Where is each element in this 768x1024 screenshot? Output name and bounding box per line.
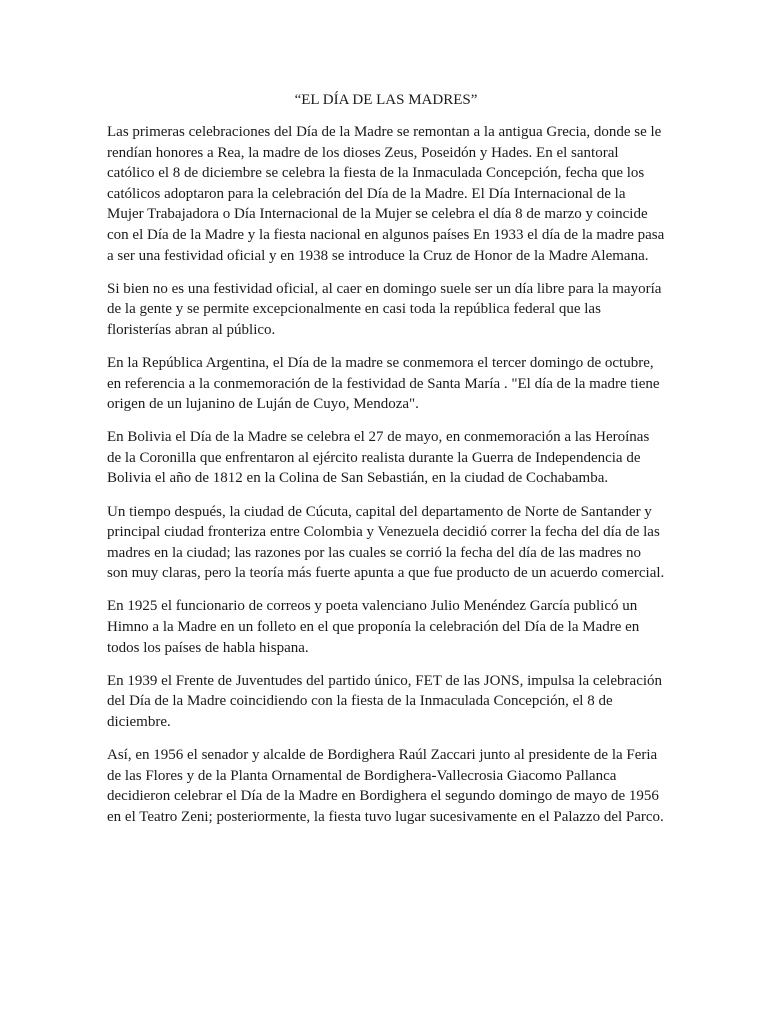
document-page: [107, 90, 665, 840]
paragraph-1939: En 1939 el Frente de Juventudes del partido único, FET de las JONS, impulsa la celebración del Día de la Madre coincidiendo con la fiesta de la Inmaculada Concepción, el 8 de diciembre.: [107, 672, 663, 730]
paragraph-1925: En 1925 el funcionario de correos y poeta valenciano Julio Menéndez García publicó un Himno a la Madre en un folleto en el que proponía la celebración del Día de la Madre en todos los países de habla hispana.: [107, 598, 640, 656]
document-title: “EL DÍA DE LAS MADRES”: [294, 92, 478, 108]
paragraph-cucuta: Un tiempo después, la ciudad de Cúcuta, capital del departamento de Norte de Santander y principal ciudad fronteriza entre Colombia y Venezuela decidió correr la fecha del día de las madres en la ciudad; las razones por las cuales se corrió la fecha del día de las madres no son muy claras, pero la teoría más fuerte apunta a que fue producto de un acuerdo comercial.: [107, 503, 665, 582]
paragraph-bordighera: Así, en 1956 el senador y alcalde de Bordighera Raúl Zaccari junto al presidente de la Feria de las Flores y de la Planta Ornamental de Bordighera-Vallecrosia Giacomo Pallanca decidieron celebrar el Día de la Madre en Bordighera el segundo domingo de mayo de 1956 en el Teatro Zeni; posteriormente, la fiesta tuvo lugar sucesivamente en el Palazzo del Parco.: [107, 746, 664, 825]
paragraph-bolivia: En Bolivia el Día de la Madre se celebra el 27 de mayo, en conmemoración a las Heroínas de la Coronilla que enfrentaron al ejército realista durante la Guerra de Independencia de Bolivia el año de 1812 en la Colina de San Sebastián, en la ciudad de Cochabamba.: [107, 429, 650, 487]
paragraph-holiday: Si bien no es una festividad oficial, al caer en domingo suele ser un día libre para la mayoría de la gente y se permite excepcionalmente en casi toda la república federal que las floristerías abran al público.: [107, 280, 662, 338]
paragraph-argentina: En la República Argentina, el Día de la madre se conmemora el tercer domingo de octubre, en referencia a la conmemoración de la festividad de Santa María . "El día de la madre tiene origen de un lujanino de Luján de Cuyo, Mendoza".: [107, 354, 660, 413]
paragraph-greece: Las primeras celebraciones del Día de la Madre se remontan a la antigua Grecia, donde se le rendían honores a Rea, la madre de los dioses Zeus, Poseidón y Hades. En el santoral católico el 8 de diciembre se celebra la fiesta de la Inmaculada Concepción, fecha que los católicos adoptaron para la celebración del Día de la Madre. El Día Internacional de la Mujer Trabajadora o Día Internacional de la Mujer se celebra el día 8 de marzo y coincide con el Día de la Madre y la fiesta nacional en algunos países En 1933 el día de la madre pasa a ser una festividad oficial y en 1938 se introduce la Cruz de Honor de la Madre Alemana.: [107, 124, 665, 264]
